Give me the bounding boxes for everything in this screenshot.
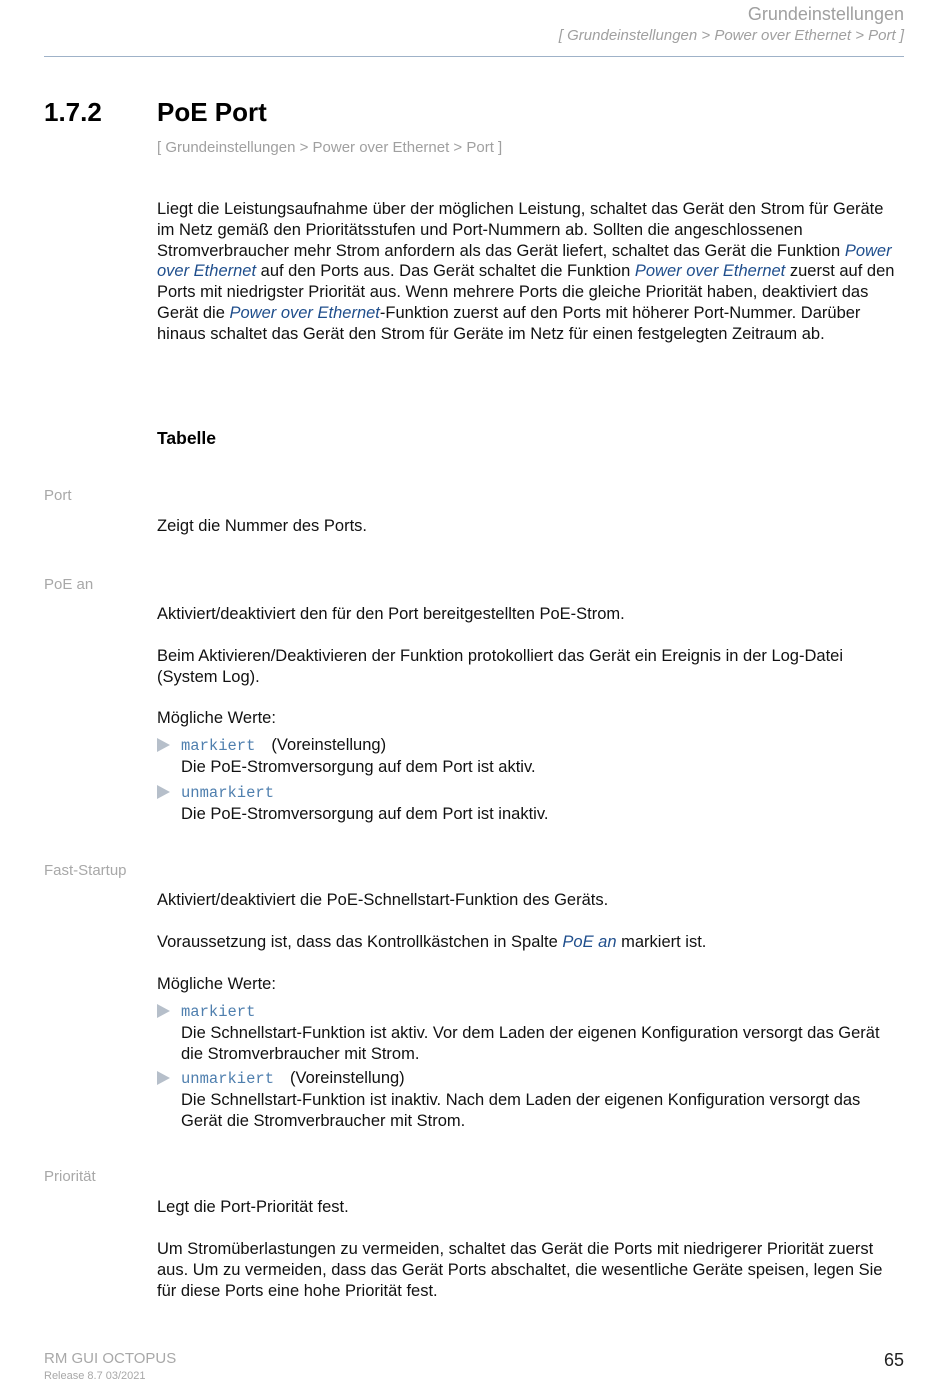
intro-paragraph (157, 199, 905, 345)
field-desc-poe-an: Aktiviert/deaktiviert den für den Port bereitgestellten PoE-Strom. (157, 605, 625, 623)
field-note-fast-startup (157, 932, 905, 953)
field-label-fast-startup: Fast-Startup (44, 862, 127, 879)
page-number: 65 (883, 1350, 904, 1370)
field-desc-port: Zeigt die Nummer des Ports. (157, 517, 367, 535)
option-default-note: (Voreinstellung) (271, 736, 387, 754)
table-heading: Tabelle (157, 428, 217, 448)
option-value: unmarkiert (181, 784, 275, 802)
field-label-poe-an: PoE an (44, 576, 94, 593)
option-default-note: (Voreinstellung) (290, 1069, 405, 1087)
field-desc-fast-startup: Aktiviert/deaktiviert die PoE-Schnellstart-Funktion des Geräts. (157, 891, 609, 909)
intro-link-poe-1[interactable]: Power over Ethernet (157, 241, 892, 281)
triangle-right-icon (157, 1071, 170, 1085)
option-item (157, 735, 905, 778)
option-value: markiert (181, 1003, 256, 1021)
field-label-prioritaet: Priorität (44, 1168, 96, 1185)
option-value: markiert (181, 737, 256, 755)
running-header-title: Grundeinstellungen (747, 4, 904, 24)
field-desc-prioritaet: Legt die Port-Priorität fest. (157, 1198, 349, 1216)
field-label-port: Port (44, 487, 72, 504)
field-note-prioritaet: Um Stromüberlastungen zu vermeiden, schaltet das Gerät die Ports mit niedrigerer Priorität zuerst aus. Um zu vermeiden, dass das Gerät Ports abschaltet, die wesentliche Geräte speisen, legen Sie für diese Ports eine hohe Priorität fest. (157, 1240, 883, 1300)
intro-link-poe-3[interactable]: Power over Ethernet (229, 303, 380, 322)
section-breadcrumb: [ Grundeinstellungen > Power over Ethernet > Port ] (157, 139, 503, 156)
option-item (157, 1068, 905, 1131)
field-note-poe-an: Beim Aktivieren/Deaktivieren der Funktion protokolliert das Gerät ein Ereignis in der Log-Datei (System Log). (157, 647, 843, 686)
intro-text-3: zuerst auf den Ports mit niedrigster Priorität aus. Wenn mehrere Ports die gleiche Priorität haben, deaktiviert das Gerät die (157, 262, 895, 322)
running-header-breadcrumb: [ Grundeinstellungen > Power over Ethernet > Port ] (558, 27, 904, 44)
option-item (157, 1001, 905, 1064)
option-desc: Die PoE-Stromversorgung auf dem Port ist inaktiv. (181, 804, 549, 823)
poe-an-link[interactable]: PoE an (562, 933, 617, 951)
option-desc: Die Schnellstart-Funktion ist inaktiv. Nach dem Laden der eigenen Konfiguration versorgt das Gerät die Stromverbraucher mit Strom. (181, 1090, 861, 1130)
intro-text-2: auf den Ports aus. Das Gerät schaltet die Funktion (256, 262, 635, 281)
option-desc: Die Schnellstart-Funktion ist aktiv. Vor dem Laden der eigenen Konfiguration versorgt das Gerät die Stromverbraucher mit Strom. (181, 1023, 880, 1063)
triangle-right-icon (157, 1004, 170, 1018)
note-text-pre: Voraussetzung ist, dass das Kontrollkästchen in Spalte (157, 933, 563, 951)
possible-values-label: Mögliche Werte: (157, 709, 276, 727)
option-desc: Die PoE-Stromversorgung auf dem Port ist aktiv. (181, 757, 536, 776)
intro-text-4: -Funktion zuerst auf den Ports mit höherer Port-Nummer. Darüber hinaus schaltet das Gerät den Strom für Geräte im Netz für einen festgelegten Zeitraum ab. (157, 303, 861, 343)
footer-release: Release 8.7 03/2021 (44, 1370, 146, 1382)
option-value: unmarkiert (181, 1070, 275, 1088)
triangle-right-icon (157, 785, 170, 799)
header-divider (44, 56, 904, 57)
option-item (157, 782, 905, 825)
footer-product: RM GUI OCTOPUS (44, 1350, 177, 1367)
possible-values-label: Mögliche Werte: (157, 975, 276, 993)
note-text-post: markiert ist. (616, 933, 707, 951)
section-number: 1.7.2 (44, 97, 102, 127)
intro-text-1: Liegt die Leistungsaufnahme über der möglichen Leistung, schaltet das Gerät den Strom für Geräte im Netz gemäß den Prioritätsstufen und Port-Nummern ab. Sollten die angeschlossenen Stromverbraucher mehr Strom anfordern als das Gerät liefert, schaltet das Gerät die Funktion (157, 200, 884, 260)
intro-link-poe-2[interactable]: Power over Ethernet (634, 262, 786, 281)
section-title: PoE Port (157, 97, 267, 127)
triangle-right-icon (157, 738, 170, 752)
